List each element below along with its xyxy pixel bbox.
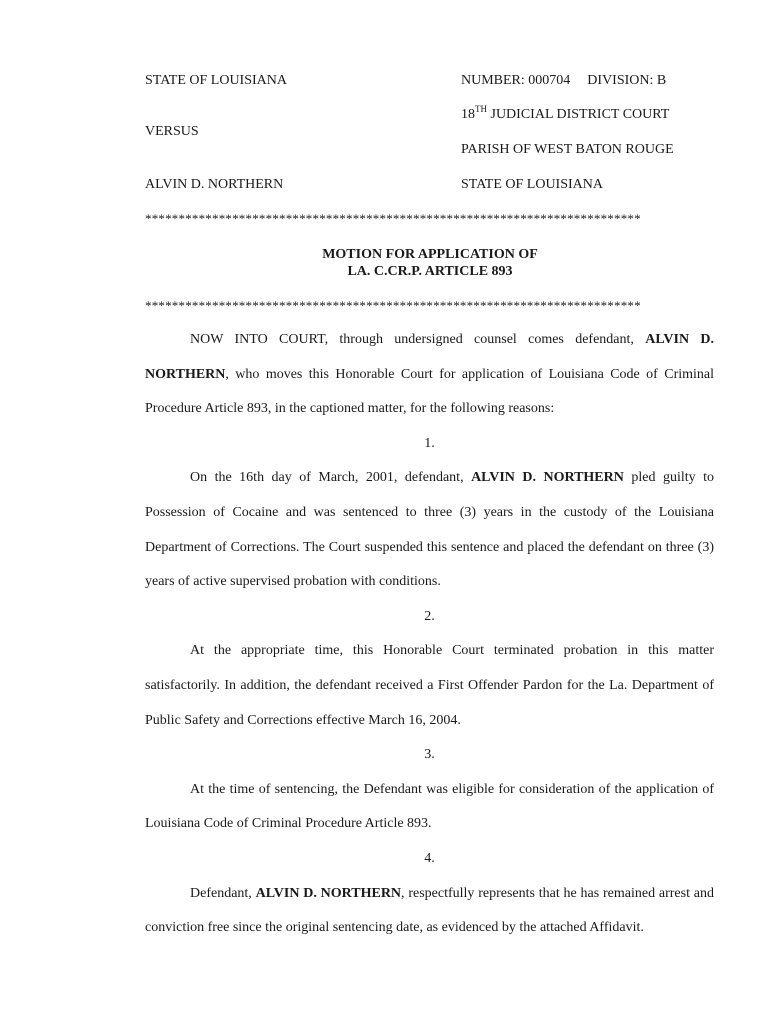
parish-name: PARISH OF WEST BATON ROUGE — [461, 142, 674, 157]
section-number-1: 1. — [424, 435, 435, 451]
caption-defendant: ALVIN D. NORTHERN — [145, 177, 284, 192]
intro-paragraph — [145, 323, 714, 427]
case-division: DIVISION: B — [587, 73, 667, 88]
court-ordinal-suffix: TH — [475, 104, 487, 114]
section-number-2: 2. — [424, 608, 435, 624]
separator-bottom: ************************************************************************** — [145, 298, 641, 313]
court-ordinal: 18 — [461, 107, 475, 122]
section-paragraph-4 — [145, 877, 714, 946]
section-number-3: 3. — [424, 747, 435, 763]
motion-body — [145, 323, 714, 946]
defendant-name: ALVIN D. NORTHERN — [471, 470, 624, 486]
defendant-name: ALVIN D. NORTHERN — [255, 885, 402, 901]
motion-title-line2: LA. C.CR.P. ARTICLE 893 — [347, 264, 513, 279]
case-number-line — [461, 73, 666, 89]
motion-title-line1: MOTION FOR APPLICATION OF — [322, 247, 538, 262]
section-paragraph-1 — [145, 461, 714, 599]
section-1-text-start: On the 16th day of March, 2001, defendant, — [190, 470, 472, 486]
court-line — [461, 104, 670, 123]
defendant-name: ALVIN D. NORTHERN — [145, 332, 714, 382]
intro-text-start: NOW INTO COURT, through undersigned counsel comes defendant, — [190, 332, 646, 347]
caption-versus: VERSUS — [145, 124, 199, 139]
caption-state: STATE OF LOUISIANA — [145, 73, 287, 88]
court-state: STATE OF LOUISIANA — [461, 177, 603, 192]
section-4-text-end: , respectfully represents that he has remained arrest and conviction free since the original sentencing date, as evidenced by the attached Affidavit. — [145, 885, 714, 936]
section-paragraph-3: At the time of sentencing, the Defendant was eligible for consideration of the application of Louisiana Code of Criminal Procedure Article 893. — [145, 781, 714, 832]
motion-title — [145, 246, 715, 280]
separator-top: ************************************************************************** — [145, 211, 641, 226]
court-name: JUDICIAL DISTRICT COURT — [490, 107, 670, 122]
case-number: NUMBER: 000704 — [461, 73, 571, 88]
section-4-text-start: Defendant, — [190, 885, 256, 901]
section-1-text-end: pled guilty to Possession of Cocaine and was sentenced to three (3) years in the custody of the Louisiana Department of Corrections. The Court suspended this sentence and placed the defendant on three (3) years of active supervised probation with conditions. — [145, 470, 714, 590]
section-paragraph-2: At the appropriate time, this Honorable Court terminated probation in this matter satisfactorily. In addition, the defendant received a First Offender Pardon for the La. Department of Public Safety and Corrections effective March 16, 2004. — [145, 643, 714, 728]
intro-text-end: , who moves this Honorable Court for application of Louisiana Code of Criminal Procedure Article 893, in the captioned matter, for the following reasons: — [145, 366, 714, 417]
section-number-4: 4. — [424, 850, 435, 866]
